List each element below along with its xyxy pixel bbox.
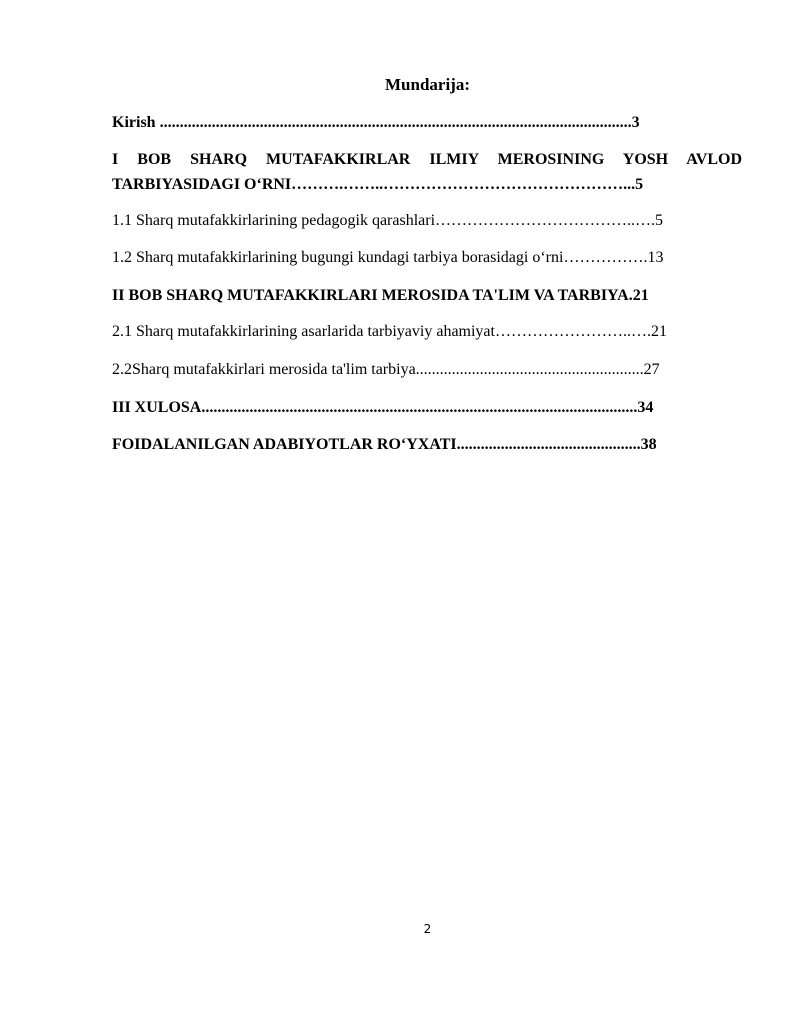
- toc-entry-kirish: Kirish ......................................................................................................................3: [112, 114, 640, 131]
- page-number: 2: [423, 922, 432, 936]
- toc-entry-chapter-2: II BOB SHARQ MUTAFAKKIRLARI MEROSIDA TA'LIM VA TARBIYA.21: [112, 287, 649, 304]
- page-title: Mundarija:: [385, 75, 470, 94]
- toc-entry-section-2-1: 2.1 Sharq mutafakkirlarining asarlarida tarbiyaviy ahamiyat……………………..….21: [112, 323, 667, 340]
- toc-entry-section-1-2: 1.2 Sharq mutafakkirlarining bugungi kundagi tarbiya borasidagi o‘rni…………….13: [112, 249, 664, 266]
- toc-entry-section-2-2: 2.2Sharq mutafakkirlari merosida ta'lim tarbiya.........................................................27: [112, 361, 660, 378]
- toc-entry-section-1-1: 1.1 Sharq mutafakkirlarining pedagogik qarashlari………………………………..….5: [112, 212, 664, 229]
- toc-entry-bibliography: FOIDALANILGAN ADABIYOTLAR RO‘YXATI..............................................38: [112, 436, 657, 453]
- toc-entry-chapter-1-line-2: TARBIYASIDAGI O‘RNI……….……..………………………………………...5: [112, 176, 644, 193]
- toc-entry-chapter-1-line-1: I BOB SHARQ MUTAFAKKIRLAR ILMIY MEROSINING YOSH AVLOD: [112, 151, 742, 168]
- toc-entry-conclusion: III XULOSA.............................................................................................................34: [112, 399, 654, 416]
